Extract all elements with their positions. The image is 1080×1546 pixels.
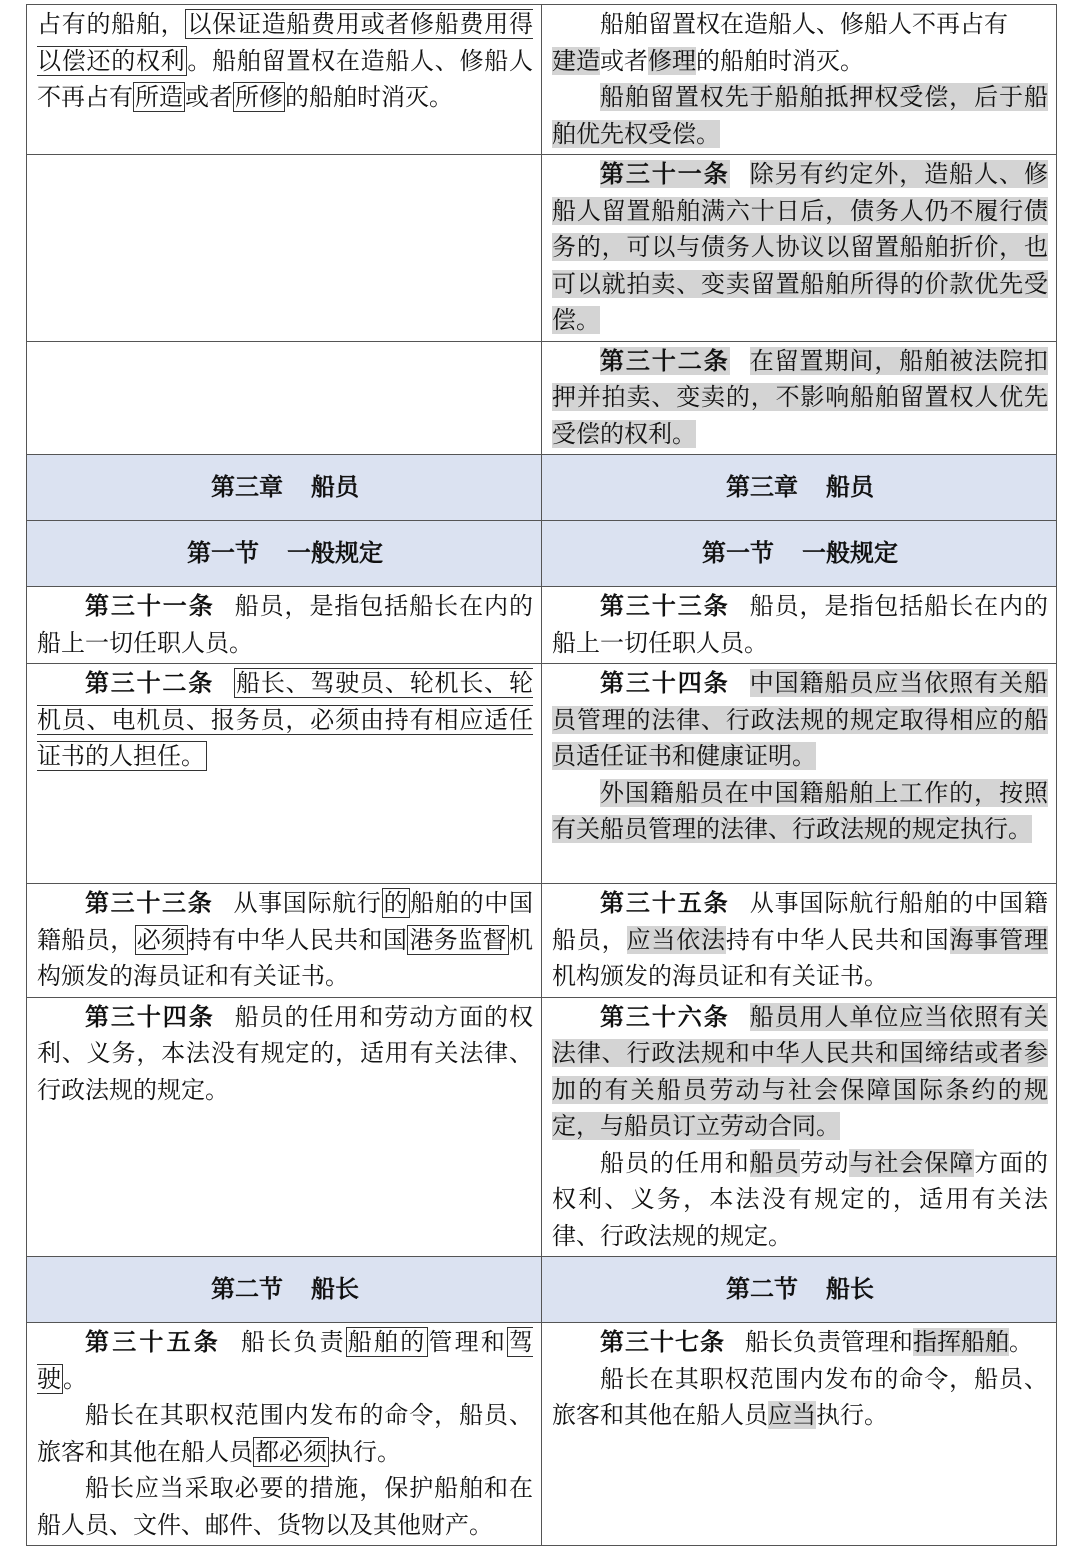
highlighted-text: 除另有约定外，造船人、修船人留置船舶满六十日后，债务人仍不履行债务的，可以与债务人协议以留置船舶折价，也可以就拍卖、变卖留置船舶所得的价款优先受偿。 — [552, 160, 1048, 334]
highlighted-text: 海事管理 — [949, 925, 1049, 954]
old-law-cell-empty — [27, 341, 542, 455]
old-law-cell: 第三十三条 从事国际航行的船舶的中国籍船员，必须持有中华人民共和国港务监督机构颁发的海员证和有关证书。 — [27, 884, 542, 998]
old-law-cell-empty — [27, 155, 542, 342]
changed-text-box: 船舶的 — [347, 1328, 427, 1356]
highlighted-text: 船员用人单位应当依照有关法律、行政法规和中华人民共和国缔结或者参加的有关船员劳动与社会保障国际条约的规定，与船员订立劳动合同。 — [552, 1002, 1048, 1140]
new-law-cell: 第三十五条 从事国际航行船舶的中国籍船员，应当依法持有中华人民共和国海事管理机构颁发的海员证和有关证书。 — [542, 884, 1057, 998]
article-number: 第三十五条 — [85, 1328, 221, 1356]
article-number: 第三十四条 — [600, 669, 730, 697]
table-row — [27, 664, 1057, 884]
highlighted-text: 船员 — [749, 1148, 800, 1177]
article-number: 第三十七条 — [600, 1328, 725, 1356]
new-law-cell — [542, 155, 1057, 342]
old-law-cell — [27, 664, 542, 884]
article-number: 第三十四条 — [85, 1002, 215, 1031]
highlighted-text: 应当依法 — [626, 925, 726, 954]
table-row — [27, 5, 1057, 155]
changed-text-box: 港务监督 — [409, 925, 508, 954]
highlighted-text: 修理 — [648, 46, 696, 75]
highlighted-text: 外国籍船员在中国籍船舶上工作的，按照有关船员管理的法律、行政法规的规定执行。 — [552, 778, 1048, 843]
article-number: 第三十二条 — [85, 669, 215, 697]
changed-text-box: 所修 — [235, 83, 283, 111]
article-number: 第三十一条 — [600, 160, 730, 188]
chapter-header-row — [27, 455, 1057, 521]
new-law-cell — [542, 341, 1057, 455]
new-law-cell: 第三十三条 船员，是指包括船长在内的船上一切任职人员。 — [542, 587, 1057, 664]
table-row — [27, 587, 1057, 664]
article-number: 第三十三条 — [85, 889, 214, 917]
article-number: 第三十三条 — [600, 592, 730, 620]
table-row — [27, 155, 1057, 342]
highlighted-text: 船舶留置权先于船舶抵押权受偿，后于船舶优先权受偿。 — [552, 83, 1048, 148]
old-law-cell: 第三十一条 船员，是指包括船长在内的船上一切任职人员。 — [27, 587, 542, 664]
section-header-row — [27, 1257, 1057, 1323]
section-heading-old: 第一节 一般规定 — [27, 521, 542, 587]
highlighted-text: 在留置期间，船舶被法院扣押并拍卖、变卖的，不影响船舶留置权人优先受偿的权利。 — [552, 346, 1048, 448]
article-number: 第三十六条 — [600, 1002, 730, 1031]
changed-text-box: 都必须 — [255, 1437, 327, 1466]
chapter-heading-old: 第三章 船员 — [27, 455, 542, 521]
section-header-row — [27, 521, 1057, 587]
table-row — [27, 341, 1057, 455]
old-law-cell: 第三十四条 船员的任用和劳动方面的权利、义务，本法没有规定的，适用有关法律、行政法规的规定。 — [27, 997, 542, 1257]
old-law-cell: 占有的船舶，以保证造船费用或者修船费用得以偿还的权利。船舶留置权在造船人、修船人不再占有所造或者所修的船舶时消灭。 — [27, 5, 542, 155]
highlighted-text: 中国籍船员应当依照有关船员管理的法律、行政法规的规定取得相应的船员适任证书和健康证明。 — [552, 669, 1048, 770]
changed-text-box: 以保证造船费用或者修船费用得以偿还的权利 — [37, 10, 533, 75]
changed-text-box: 必须 — [136, 925, 186, 954]
article-number: 第三十五条 — [600, 889, 730, 917]
chapter-heading-new: 第三章 船员 — [542, 455, 1057, 521]
article-number: 第三十二条 — [600, 346, 730, 375]
changed-text-box: 的 — [383, 889, 409, 917]
changed-text-box: 所造 — [135, 83, 183, 111]
article-number: 第三十一条 — [85, 592, 215, 620]
section-heading-old: 第二节 船长 — [27, 1257, 542, 1323]
new-law-cell — [542, 664, 1057, 884]
highlighted-text: 建造 — [552, 46, 600, 75]
new-law-cell: 船舶留置权在造船人、修船人不再占有 建造或者修理的船舶时消灭。 船舶留置权先于船舶抵押权受偿，后于船舶优先权受偿。 — [542, 5, 1057, 155]
highlighted-text: 指挥船舶 — [913, 1328, 1009, 1356]
table-row — [27, 1323, 1057, 1546]
section-heading-new: 第二节 船长 — [542, 1257, 1057, 1323]
comparison-table — [26, 4, 1057, 1546]
new-law-cell: 第三十七条 船长负责管理和指挥船舶。 船长在其职权范围内发布的命令，船员、旅客和其他在船人员应当执行。 — [542, 1323, 1057, 1546]
changed-text-box: 驾驶 — [37, 1328, 534, 1393]
table-row — [27, 884, 1057, 998]
highlighted-text: 与社会保障 — [849, 1148, 975, 1177]
table-row — [27, 997, 1057, 1257]
changed-text-box: 船长、驾驶员、轮机长、轮机员、电机员、报务员，必须由持有相应适任证书的人担任。 — [37, 669, 533, 770]
section-heading-new: 第一节 一般规定 — [542, 521, 1057, 587]
highlighted-text: 应当 — [768, 1401, 816, 1429]
new-law-cell: 第三十六条 船员用人单位应当依照有关法律、行政法规和中华人民共和国缔结或者参加的有关船员劳动与社会保障国际条约的规定，与船员订立劳动合同。 船员的任用和船员劳动与社会保障方面的权利、义务，本法没有规定的，适用有关法律、行政法规的规定。 — [542, 997, 1057, 1257]
old-law-cell: 第三十五条 船长负责船舶的管理和驾驶。 船长在其职权范围内发布的命令，船员、旅客和其他在船人员都必须执行。 船长应当采取必要的措施，保护船舶和在船人员、文件、邮件、货物以及其他财产。 — [27, 1323, 542, 1546]
